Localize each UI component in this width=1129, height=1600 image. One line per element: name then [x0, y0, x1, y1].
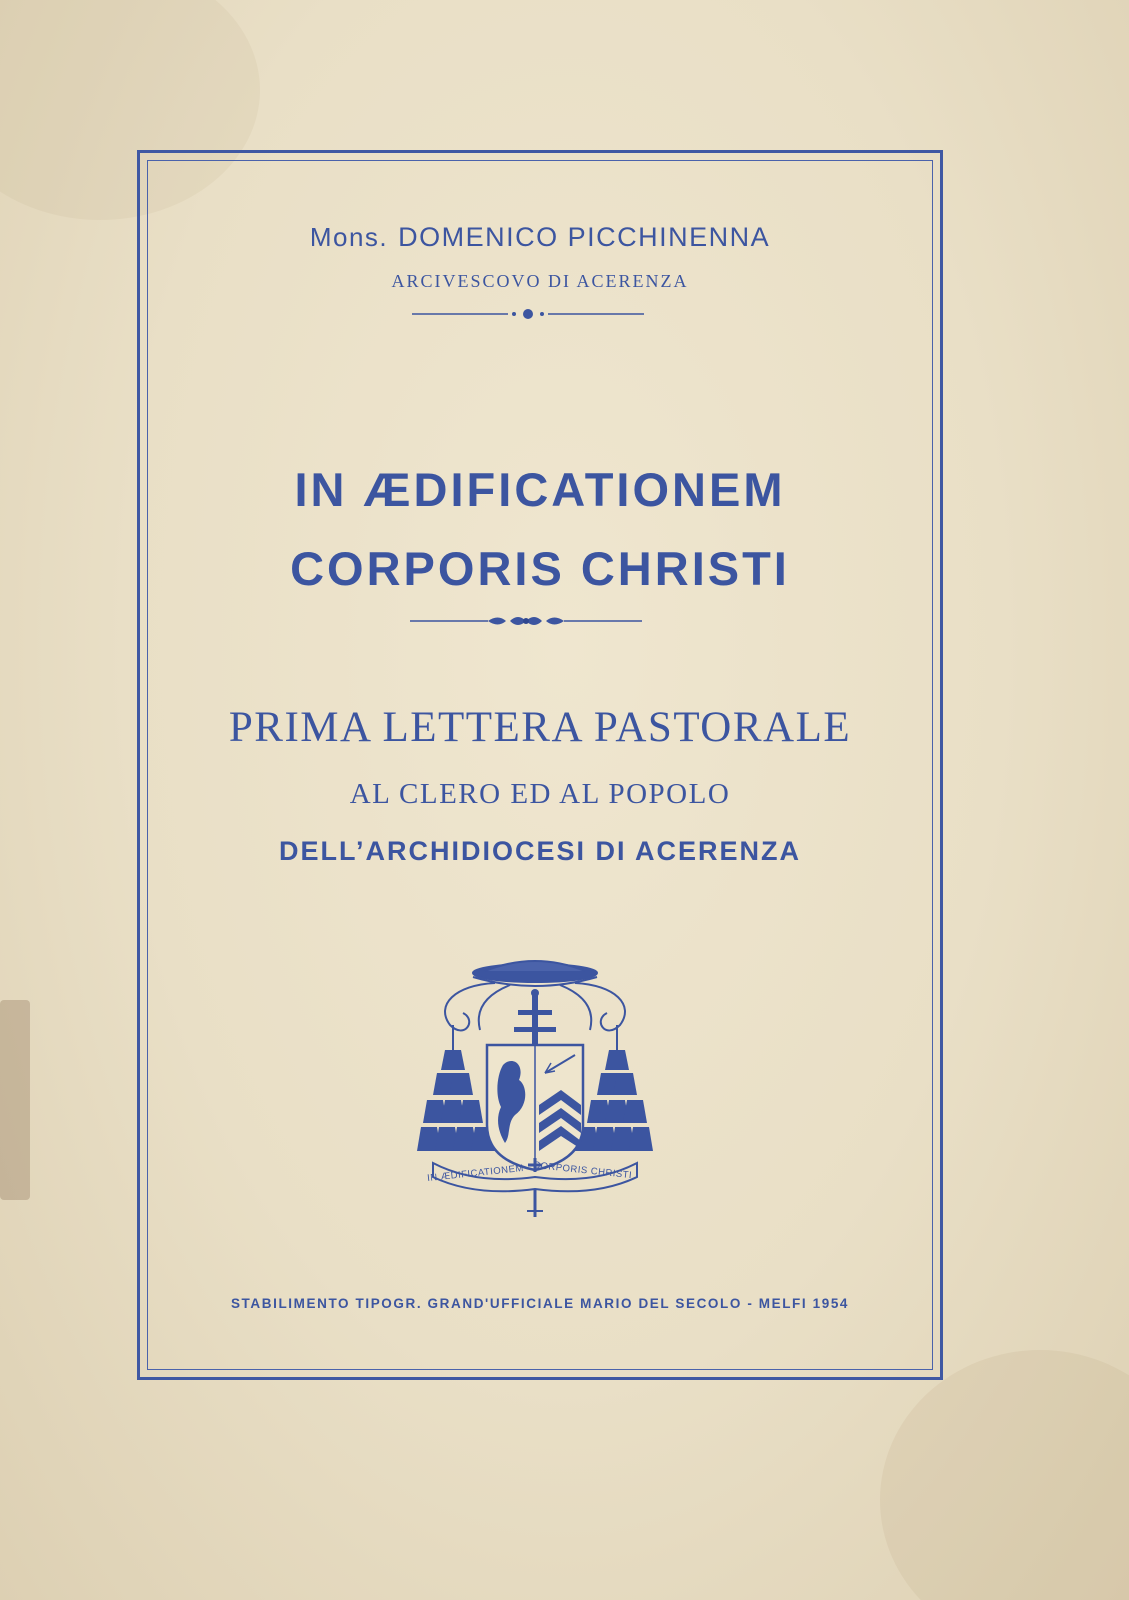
title-line-2: CORPORIS CHRISTI: [290, 542, 790, 595]
author-role: ARCIVESCOVO DI ACERENZA: [391, 271, 689, 291]
ornament-divider-middle: [408, 612, 644, 630]
author-line: [147, 222, 933, 253]
author-name: DOMENICO PICCHINENNA: [398, 222, 771, 252]
subtitle: PRIMA LETTERA PASTORALE: [228, 704, 852, 751]
ornament-divider-top: [410, 306, 646, 322]
coat-motto-left: IN ÆDIFICATIONEM: [426, 1162, 525, 1185]
addressee-line-2: DELL’ARCHIDIOCESI DI ACERENZA: [278, 836, 802, 866]
coat-motto-right: CORPORIS CHRISTI: [532, 1159, 633, 1182]
coat-of-arms-emblem: [415, 955, 655, 1225]
printer-imprint: STABILIMENTO TIPOGR. GRAND'UFFICIALE MARIO DEL SECOLO - MELFI 1954: [230, 1296, 850, 1311]
author-prefix: Mons.: [309, 222, 389, 252]
title-line-1: IN ÆDIFICATIONEM: [294, 463, 786, 516]
addressee-line-1: AL CLERO ED AL POPOLO: [349, 778, 731, 810]
